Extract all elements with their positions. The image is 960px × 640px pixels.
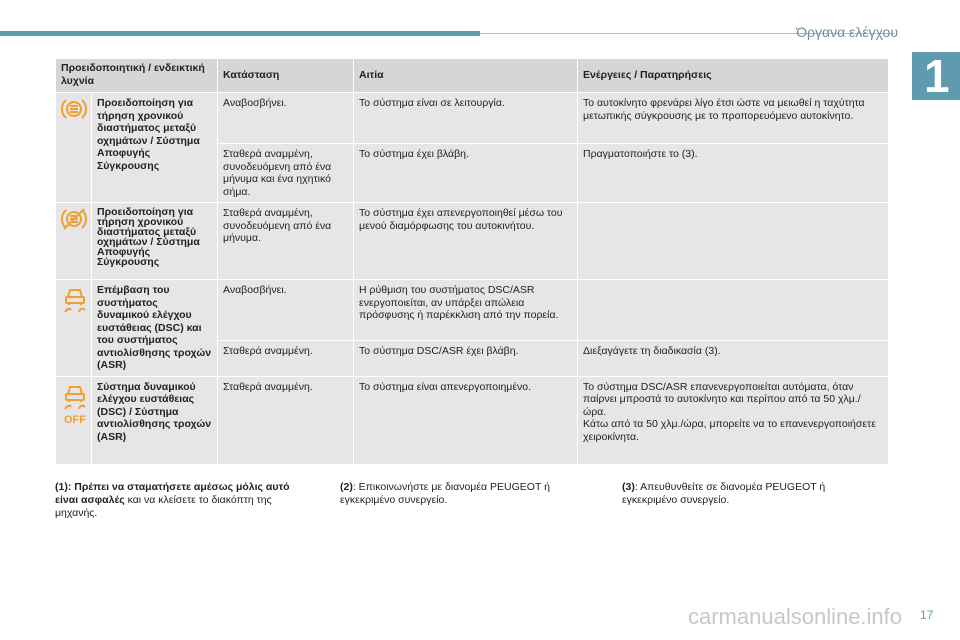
lamp-icon-cell (56, 93, 92, 203)
footnote-1 (55, 481, 305, 520)
action-cell: Το αυτοκίνητο φρενάρει λίγο έτσι ώστε να μειωθεί η ταχύτητα μετωπικής σύγκρουσης με το προπορευόμενο αυτοκίνητο. (578, 93, 889, 144)
footnote-bold-text: : Πρέπει να σταματήσετε αμέσως μόλις αυτό είναι ασφαλές (55, 481, 290, 506)
dsc-asr-off-icon (61, 381, 89, 429)
chapter-tab (912, 52, 960, 100)
dsc-asr-icon (61, 284, 89, 318)
action-cell (578, 203, 889, 280)
column-header-lamp: Προειδοποιητική / ενδεικτική λυχνία (56, 59, 218, 93)
table-row (56, 376, 889, 464)
collision-alert-icon (61, 97, 87, 125)
lamp-name: Επέμβαση του συστήματος δυναμικού ελέγχου ευστάθειας (DSC) και του συστήματος αντιολίσθησης τροχών (ASR) (92, 280, 218, 377)
lamp-name: Προειδοποίηση για τήρηση χρονικού διαστήματος μεταξύ οχημάτων / Σύστημα Αποφυγής Σύγκρουσης (92, 93, 218, 203)
page-number: 17 (920, 608, 934, 622)
off-label: OFF (64, 413, 86, 425)
lamp-name: Σύστημα δυναμικού ελέγχου ευστάθειας (DSC) / Σύστημα αντιολίσθησης τροχών (ASR) (92, 376, 218, 464)
footnote-marker: (1) (55, 481, 68, 493)
action-cell (578, 280, 889, 341)
cause-cell: Το σύστημα είναι σε λειτουργία. (354, 93, 578, 144)
table-row (56, 280, 889, 341)
collision-alert-off-icon (61, 207, 87, 235)
footnote-marker: (3) (622, 481, 635, 493)
chapter-number: 1 (924, 50, 950, 102)
lamp-icon-cell (56, 203, 92, 280)
lamp-name: Προειδοποίηση για τήρηση χρονικού διαστήματος μεταξύ οχημάτων / Σύστημα Αποφυγής Σύγκρουσης (92, 203, 218, 280)
state-cell: Σταθερά αναμμένη. (218, 376, 354, 464)
cause-cell: Η ρύθμιση του συστήματος DSC/ASR ενεργοποιείται, αν υπάρξει απώλεια πρόσφυσης ή παρέκκλιση από την πορεία. (354, 280, 578, 341)
footnote-3 (622, 481, 872, 507)
warning-lamps-table (55, 58, 889, 465)
watermark: carmanualsonline.info (688, 604, 903, 629)
lamp-icon-cell (56, 376, 92, 464)
state-cell: Σταθερά αναμμένη. (218, 341, 354, 376)
action-cell: Πραγματοποιήστε το (3). (578, 144, 889, 203)
state-cell: Σταθερά αναμμένη, συνοδευόμενη από ένα μήνυμα. (218, 203, 354, 280)
cause-cell: Το σύστημα έχει βλάβη. (354, 144, 578, 203)
footnote-text: : Επικοινωνήστε με διανομέα PEUGEOT ή εγκεκριμένο συνεργείο. (340, 481, 550, 506)
state-cell: Σταθερά αναμμένη, συνοδευόμενη από ένα μήνυμα και ένα ηχητικό σήμα. (218, 144, 354, 203)
top-accent-bar (0, 31, 480, 36)
footnote-text: : Απευθυνθείτε σε διανομέα PEUGEOT ή εγκεκριμένο συνεργείο. (622, 481, 826, 506)
section-title: Όργανα ελέγχου (796, 24, 898, 40)
footnote-2 (340, 481, 590, 507)
lamp-icon-cell (56, 280, 92, 377)
action-cell: Το σύστημα DSC/ASR επανενεργοποιείται αυτόματα, όταν παίρνει μπροστά το αυτοκίνητο και περίπου από τα 50 χλμ./ώρα. Κάτω από τα 50 χλμ./ώρα, μπορείτε να το επανενεργοποιήσετε χειροκίνητα. (578, 376, 889, 464)
table-row (56, 93, 889, 144)
footnote-marker: (2) (340, 481, 353, 493)
column-header-state: Κατάσταση (218, 59, 354, 93)
cause-cell: Το σύστημα έχει απενεργοποιηθεί μέσω του μενού διαμόρφωσης του αυτοκινήτου. (354, 203, 578, 280)
column-header-action: Ενέργειες / Παρατηρήσεις (578, 59, 889, 93)
state-cell: Αναβοσβήνει. (218, 93, 354, 144)
column-header-cause: Αιτία (354, 59, 578, 93)
table-header-row (56, 59, 889, 93)
cause-cell: Το σύστημα DSC/ASR έχει βλάβη. (354, 341, 578, 376)
footnote-text: και να κλείσετε το διακόπτη της μηχανής. (55, 494, 272, 519)
table-row (56, 203, 889, 280)
state-cell: Αναβοσβήνει. (218, 280, 354, 341)
cause-cell: Το σύστημα είναι απενεργοποιημένο. (354, 376, 578, 464)
action-cell: Διεξαγάγετε τη διαδικασία (3). (578, 341, 889, 376)
